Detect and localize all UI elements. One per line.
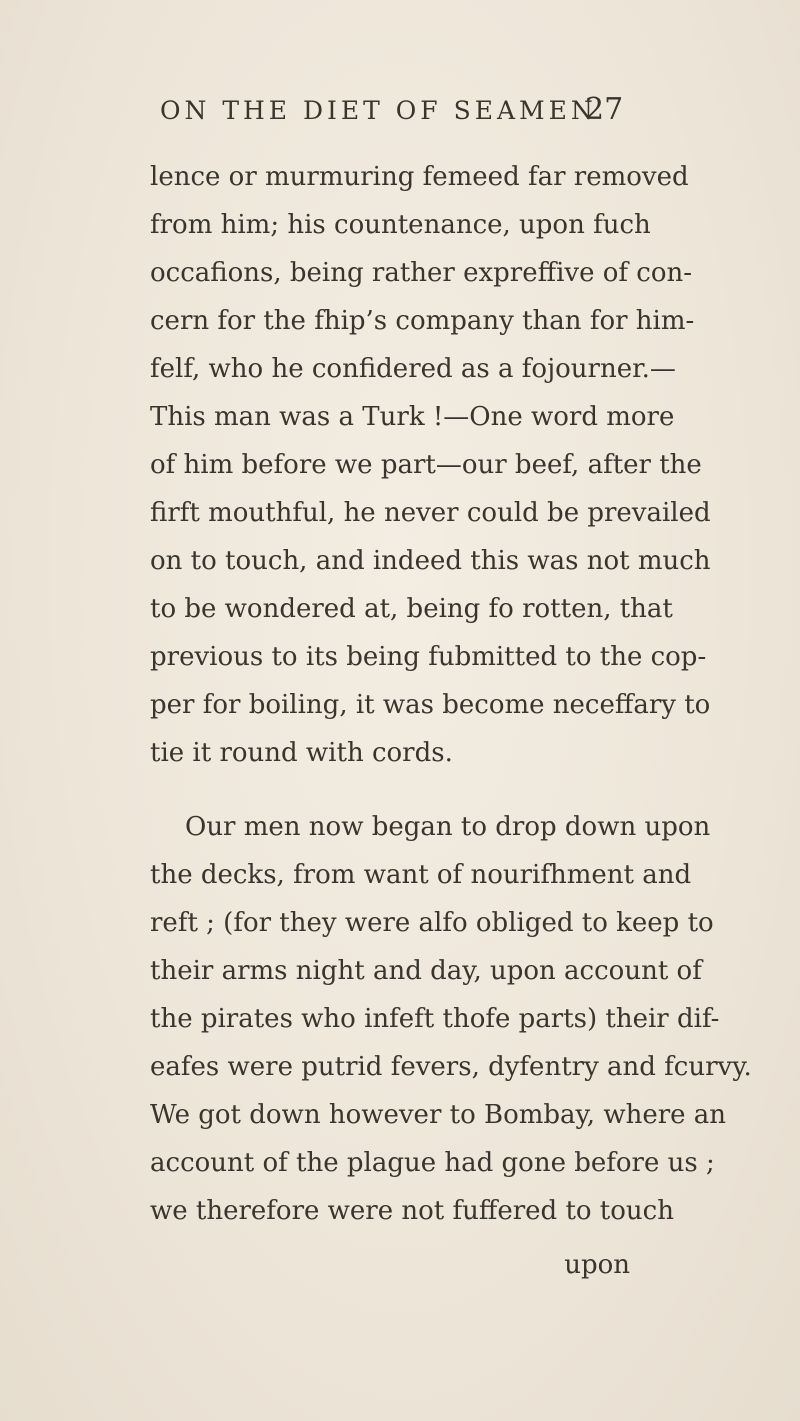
text-line: This man was a Turk !—One word more xyxy=(150,402,675,432)
text-line: of him before we part—our beef, after the xyxy=(150,450,702,480)
catchword: upon xyxy=(564,1250,630,1280)
text-line: per for boiling, it was become neceffary to xyxy=(150,690,711,720)
text-line: on to touch, and indeed this was not much xyxy=(150,546,711,576)
text-line: We got down however to Bombay, where an xyxy=(150,1100,727,1130)
text-line: cern for the fhip’s company than for him- xyxy=(150,306,695,336)
text-line: eafes were putrid fevers, dyfentry and fcurvy. xyxy=(150,1052,752,1082)
text-line: account of the plague had gone before us ; xyxy=(150,1148,715,1178)
text-line: their arms night and day, upon account of xyxy=(150,956,702,986)
page-header xyxy=(0,92,800,136)
text-line: from him; his countenance, upon fuch xyxy=(150,210,651,240)
running-head: ON THE DIET OF SEAMEN xyxy=(160,96,597,125)
text-line: we therefore were not fuffered to touch xyxy=(150,1196,674,1226)
text-line: occafions, being rather expreffive of con- xyxy=(150,258,693,288)
text-line: felf, who he confidered as a fojourner.— xyxy=(150,354,676,384)
paragraph-start-line: Our men now began to drop down upon xyxy=(185,812,711,842)
text-line: to be wondered at, being fo rotten, that xyxy=(150,594,673,624)
text-line: the decks, from want of nourifhment and xyxy=(150,860,692,890)
text-line: reft ; (for they were alfo obliged to keep to xyxy=(150,908,714,938)
text-line: firft mouthful, he never could be prevailed xyxy=(150,498,711,528)
page-number: 27 xyxy=(585,92,624,127)
paragraph-end-line: tie it round with cords. xyxy=(150,738,453,768)
text-line: previous to its being fubmitted to the cop- xyxy=(150,642,707,672)
text-line: lence or murmuring femeed far removed xyxy=(150,162,689,192)
text-line: the pirates who infeft thofe parts) their dif- xyxy=(150,1004,720,1034)
